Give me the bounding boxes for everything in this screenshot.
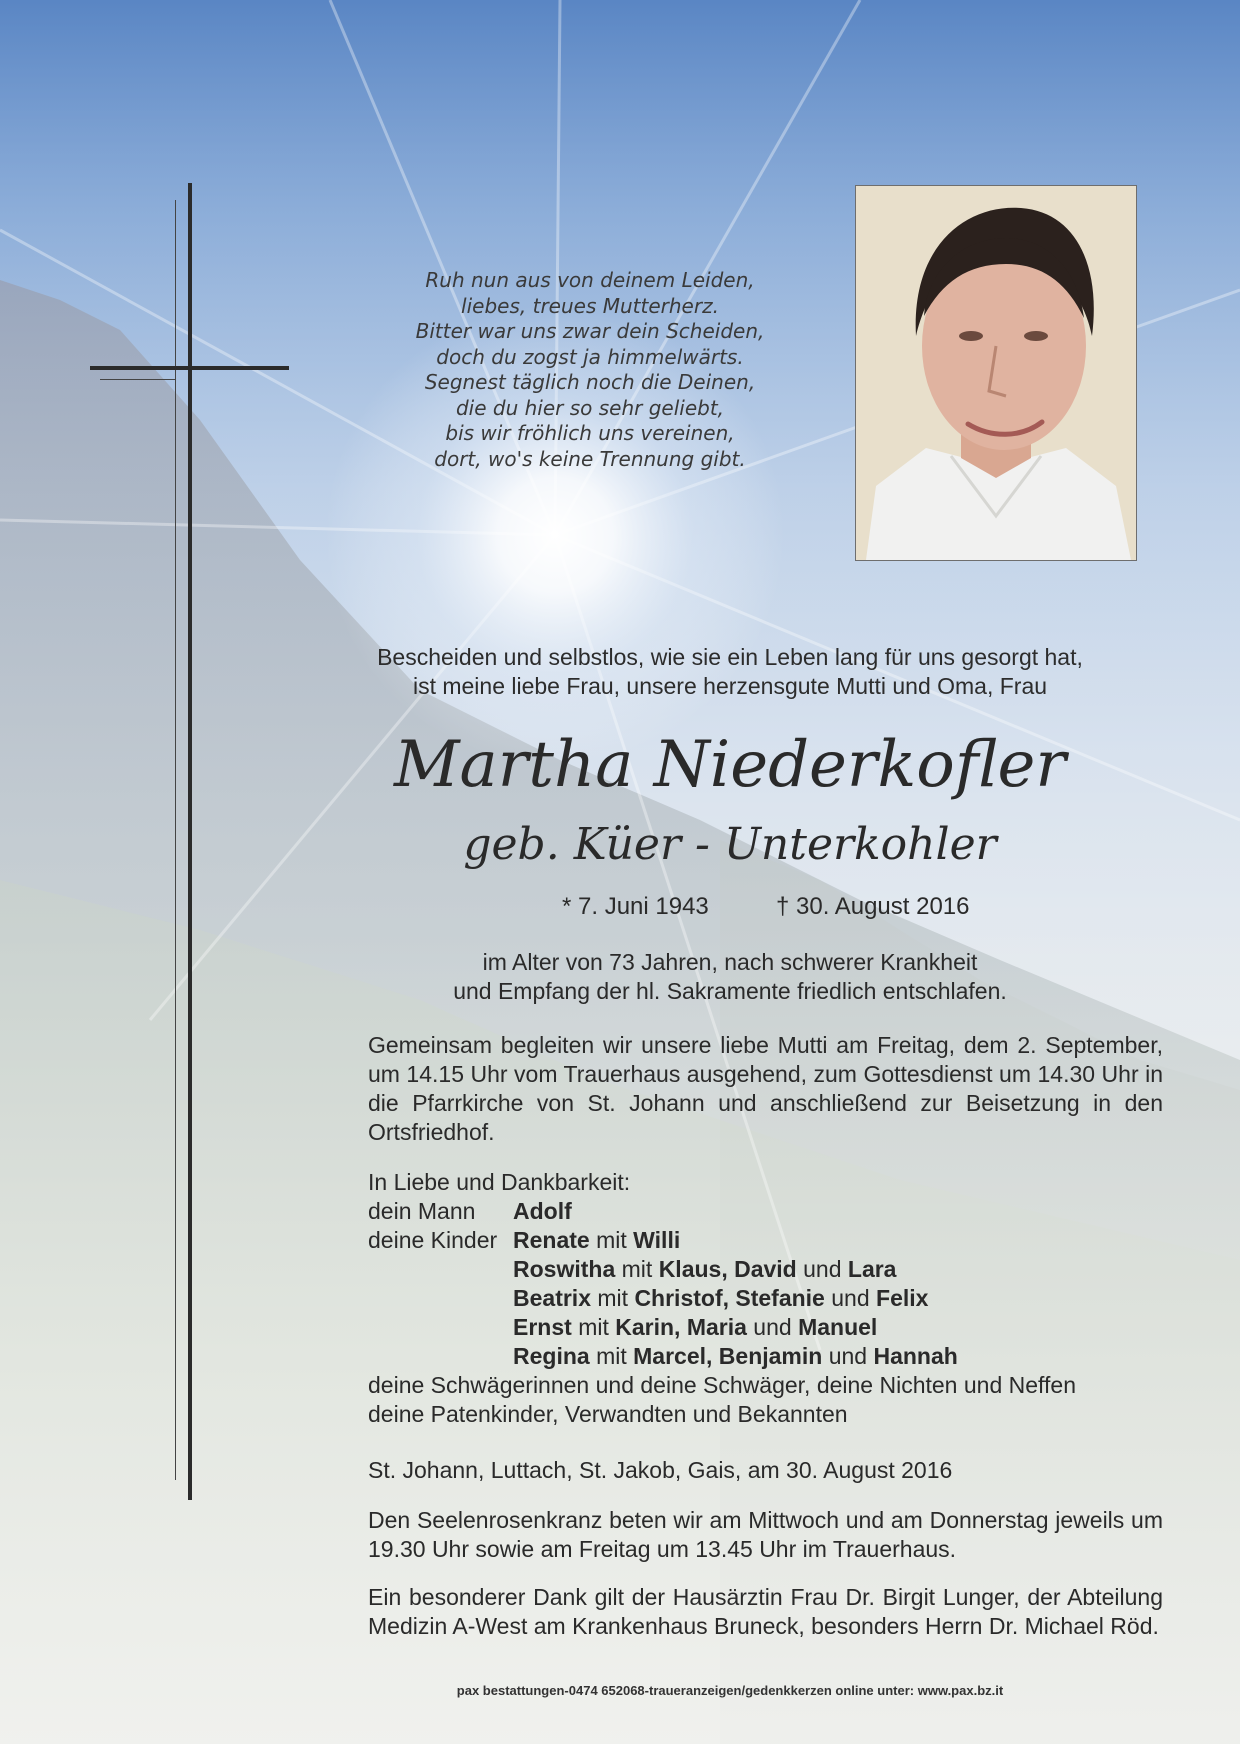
funeral-paragraph: Gemeinsam begleiten wir unsere liebe Mutti am Freitag, dem 2. September, um 14.15 Uhr vom Trauerhaus ausgehend, zum Gottesdienst um 14.30 Uhr in die Pfarrkirche von St. Johann und anschließend zur Beisetzung in den Ortsfriedhof. xyxy=(368,1032,1163,1145)
und-word: und xyxy=(831,1285,870,1311)
death-date: † 30. August 2016 xyxy=(776,893,970,920)
age-line-2: und Empfang der hl. Sakramente friedlich entschlafen. xyxy=(453,978,1007,1004)
intro-line-1: Bescheiden und selbstlos, wie sie ein Leben lang für uns gesorgt hat, xyxy=(377,644,1083,670)
poem-line: Bitter war uns zwar dein Scheiden, xyxy=(415,319,765,343)
poem-line: doch du zogst ja himmelwärts. xyxy=(436,344,744,369)
others-row: deine Patenkinder, Verwandten und Bekannten xyxy=(368,1401,848,1427)
child-partners: Christof, Stefanie xyxy=(634,1285,825,1311)
grandchild-last: Felix xyxy=(876,1285,929,1311)
deceased-name: Martha Niederkofler xyxy=(394,728,1066,802)
portrait-illustration xyxy=(856,186,1136,560)
child-partners: Klaus, David xyxy=(658,1256,797,1282)
grandchild-last: Lara xyxy=(847,1256,897,1282)
und-word: und xyxy=(828,1343,868,1369)
child-row xyxy=(368,1255,1163,1284)
child-name: Roswitha xyxy=(513,1256,616,1282)
und-word: und xyxy=(803,1256,842,1282)
poem-line: Ruh nun aus von deinem Leiden, xyxy=(425,268,755,292)
child-row xyxy=(368,1226,1163,1255)
husband-role: dein Mann xyxy=(368,1198,476,1224)
poem-line: dort, wo's keine Trennung gibt. xyxy=(434,446,746,471)
child-partners: Karin, Maria xyxy=(615,1314,747,1340)
cross-vertical xyxy=(188,183,192,1500)
rosary-paragraph: Den Seelenrosenkranz beten wir am Mittwoch und am Donnerstag jeweils um 19.30 Uhr sowie am Freitag um 13.45 Uhr im Trauerhaus. xyxy=(368,1507,1163,1562)
family-list xyxy=(368,1168,1163,1429)
portrait-photo xyxy=(855,185,1137,561)
poem-line: die du hier so sehr geliebt, xyxy=(455,395,725,420)
mit-word: mit xyxy=(578,1314,609,1340)
birth-date: * 7. Juni 1943 xyxy=(562,893,709,920)
footer-credit: pax bestattungen-0474 652068-traueranzeigen/gedenkkerzen online unter: www.pax.bz.it xyxy=(456,1683,1004,1698)
cross-horizontal xyxy=(90,366,289,370)
inlaws-row: deine Schwägerinnen und deine Schwäger, deine Nichten und Neffen xyxy=(368,1372,1076,1398)
children-role: deine Kinder xyxy=(368,1227,498,1253)
grandchild-last: Manuel xyxy=(798,1314,878,1340)
grandchild-last: Hannah xyxy=(873,1343,958,1369)
child-row xyxy=(368,1342,1163,1371)
child-name: Ernst xyxy=(513,1314,572,1340)
child-row xyxy=(368,1284,1163,1313)
mit-word: mit xyxy=(596,1343,627,1369)
poem-line: bis wir fröhlich uns vereinen, xyxy=(445,421,735,445)
child-row xyxy=(368,1313,1163,1342)
child-name: Renate xyxy=(513,1227,590,1253)
cross-vertical-thin xyxy=(175,200,176,1480)
child-name: Beatrix xyxy=(513,1285,591,1311)
mit-word: mit xyxy=(597,1285,629,1311)
child-name: Regina xyxy=(513,1343,590,1369)
age-text xyxy=(330,948,1130,1006)
intro-text xyxy=(330,643,1130,701)
poem-line: liebes, treues Mutterherz. xyxy=(461,293,719,318)
poem-line: Segnest täglich noch die Deinen, xyxy=(424,370,756,394)
intro-line-2: ist meine liebe Frau, unsere herzensgute Mutti und Oma, Frau xyxy=(412,673,1048,699)
place-date: St. Johann, Luttach, St. Jakob, Gais, am 30. August 2016 xyxy=(368,1457,953,1483)
mit-word: mit xyxy=(621,1256,653,1282)
child-partners: Willi xyxy=(633,1227,681,1253)
maiden-name: geb. Küer - Unterkohler xyxy=(463,819,997,870)
family-heading: In Liebe und Dankbarkeit: xyxy=(368,1169,631,1195)
mit-word: mit xyxy=(596,1227,627,1253)
thanks-paragraph: Ein besonderer Dank gilt der Hausärztin Frau Dr. Birgit Lunger, der Abteilung Medizin A-West am Krankenhaus Bruneck, besonders Herrn Dr. Michael Röd. xyxy=(368,1584,1163,1639)
child-partners: Marcel, Benjamin xyxy=(633,1343,823,1369)
poem xyxy=(380,268,800,472)
husband-name: Adolf xyxy=(513,1198,572,1224)
age-line-1: im Alter von 73 Jahren, nach schwerer Krankheit xyxy=(482,949,978,975)
cross-horizontal-thin xyxy=(100,379,175,380)
und-word: und xyxy=(753,1314,792,1340)
husband-row xyxy=(368,1197,1163,1226)
